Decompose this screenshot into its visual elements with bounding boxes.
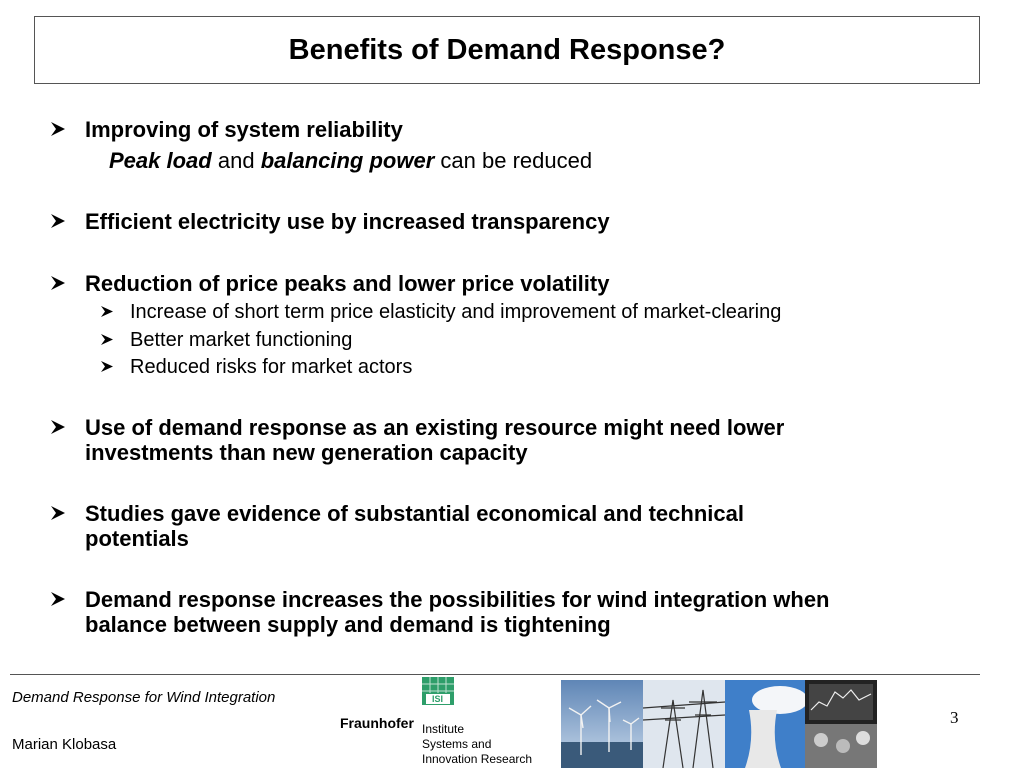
- sub-bullet-1: Increase of short term price elasticity and improvement of market-clearing: [130, 301, 782, 323]
- slide-title: Benefits of Demand Response?: [288, 33, 726, 66]
- bullet-arrow-icon: [49, 591, 67, 607]
- logo-line-3: Innovation Research: [422, 752, 533, 766]
- bullet-6: Demand response increases the possibilities for wind integration when balance between supply and demand is tightening: [85, 587, 830, 637]
- logo-line-1: Institute: [422, 722, 465, 736]
- bullet-1: Improving of system reliability: [85, 117, 403, 142]
- bullet-arrow-icon: [49, 505, 67, 521]
- page-number: 3: [950, 708, 959, 727]
- sub-bullet-arrow-icon: [100, 360, 114, 373]
- sub-bullet-arrow-icon: [100, 333, 114, 346]
- fraunhofer-isi-logo: [340, 677, 540, 768]
- footer-presentation-title: Demand Response for Wind Integration: [12, 689, 276, 706]
- bullet-2: Efficient electricity use by increased transparency: [85, 209, 610, 234]
- bullet-arrow-icon: [49, 419, 67, 435]
- sub-bullet-arrow-icon: [100, 305, 114, 318]
- sub-bullet-3: Reduced risks for market actors: [130, 356, 413, 378]
- bullet-arrow-icon: [49, 275, 67, 291]
- title-box: [34, 16, 980, 84]
- sub-bullet-2: Better market functioning: [130, 329, 353, 351]
- fraunhofer-wordmark: Fraunhofer: [340, 715, 414, 731]
- isi-badge-text: ISI: [432, 694, 444, 704]
- power-pylons-photo: [643, 680, 725, 768]
- cooling-tower-photo: [725, 680, 805, 768]
- wind-turbines-photo: [561, 680, 643, 768]
- footer-divider: [10, 674, 980, 675]
- bullet-1-detail: Peak load and balancing power can be reduced: [109, 148, 593, 173]
- logo-line-2: Systems and: [422, 737, 492, 751]
- bullet-5: Studies gave evidence of substantial economical and technical potentials: [85, 501, 744, 551]
- trading-floor-photo: [805, 680, 877, 768]
- bullet-arrow-icon: [49, 121, 67, 137]
- bullet-4: Use of demand response as an existing resource might need lower investments than new generation capacity: [85, 415, 785, 465]
- bullet-3: Reduction of price peaks and lower price volatility: [85, 271, 610, 296]
- bullet-arrow-icon: [49, 213, 67, 229]
- footer-author: Marian Klobasa: [12, 736, 117, 753]
